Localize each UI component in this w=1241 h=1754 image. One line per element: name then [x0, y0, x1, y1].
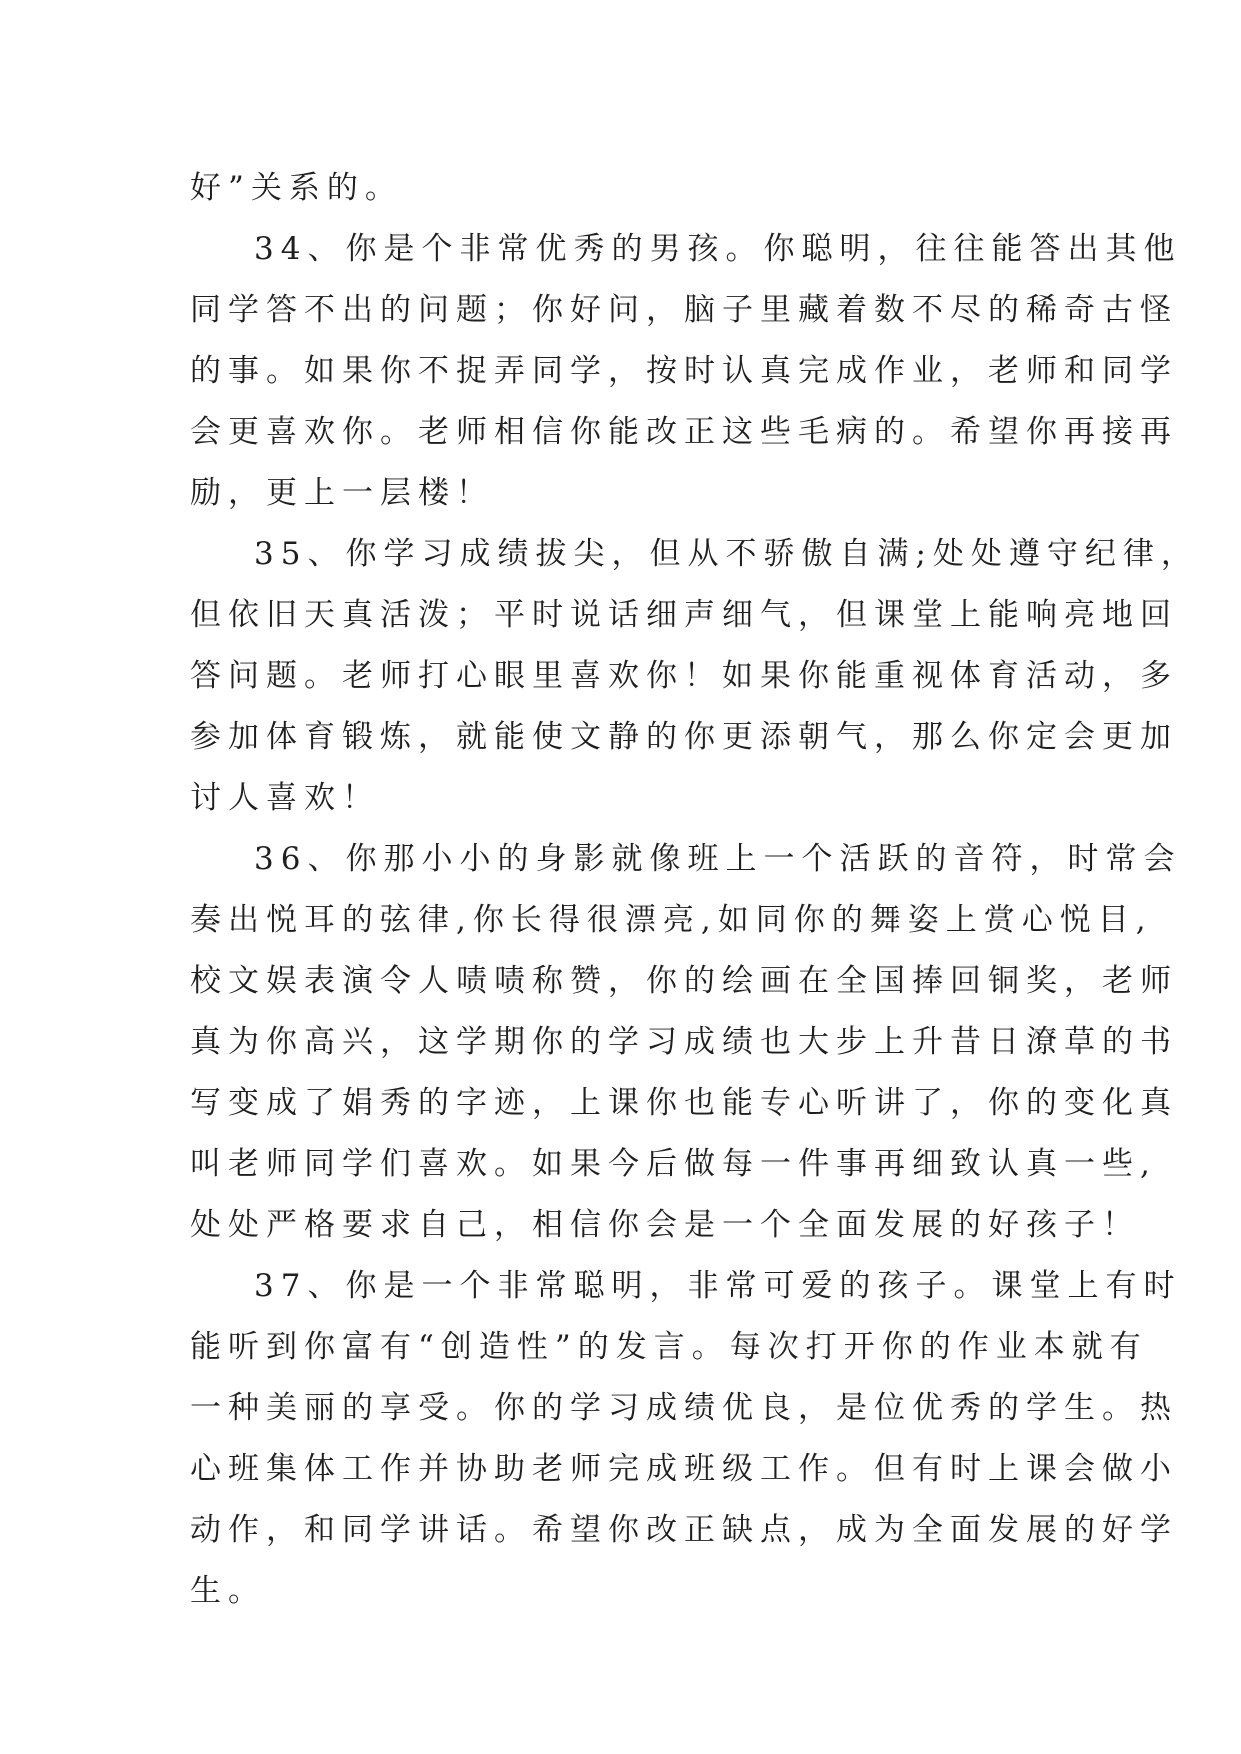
- text-line: 真为你高兴，这学期你的学习成绩也大步上升昔日潦草的书: [190, 1024, 1178, 1060]
- text-line: 励，更上一层楼！: [190, 475, 494, 511]
- text-line: 但依旧天真活泼；平时说话细声细气，但课堂上能响亮地回: [190, 597, 1178, 633]
- text-line: 处处严格要求自己，相信你会是一个全面发展的好孩子！: [190, 1207, 1140, 1243]
- document-body: [190, 158, 1199, 1622]
- text-line: 叫老师同学们喜欢。如果今后做每一件事再细致认真一些,: [190, 1146, 1157, 1182]
- paragraph-comment-37: [190, 1256, 1182, 1622]
- text-line: 37、你是一个非常聪明，非常可爱的孩子。课堂上有时: [254, 1268, 1182, 1304]
- text-line: 参加体育锻炼，就能使文静的你更添朝气，那么你定会更加: [190, 719, 1178, 755]
- paragraph-comment-35: [190, 524, 1199, 829]
- text-line: 讨人喜欢！: [190, 780, 380, 816]
- text-line: 34、你是个非常优秀的男孩。你聪明，往往能答出其他: [254, 231, 1182, 267]
- text-line: 心班集体工作并协助老师完成班级工作。但有时上课会做小: [190, 1451, 1178, 1487]
- paragraph-comment-34: [190, 219, 1182, 524]
- text-line: 奏出悦耳的弦律,你长得很漂亮,如同你的舞姿上赏心悦目,: [190, 902, 1153, 938]
- text-line: 好”关系的。: [190, 170, 403, 206]
- text-line: 动作，和同学讲话。希望你改正缺点，成为全面发展的好学: [190, 1512, 1178, 1548]
- text-line: 的事。如果你不捉弄同学，按时认真完成作业，老师和同学: [190, 353, 1178, 389]
- text-line: 生。: [190, 1573, 266, 1609]
- text-line: 一种美丽的享受。你的学习成绩优良，是位优秀的学生。热: [190, 1390, 1178, 1426]
- text-line: 同学答不出的问题；你好问，脑子里藏着数不尽的稀奇古怪: [190, 292, 1178, 328]
- text-line: 会更喜欢你。老师相信你能改正这些毛病的。希望你再接再: [190, 414, 1178, 450]
- paragraph-comment-36: [190, 829, 1182, 1256]
- paragraph-continued: [190, 158, 1070, 219]
- text-line: 答问题。老师打心眼里喜欢你！如果你能重视体育活动，多: [190, 658, 1178, 694]
- text-line: 36、你那小小的身影就像班上一个活跃的音符，时常会: [254, 841, 1182, 877]
- text-line: 35、你学习成绩拔尖，但从不骄傲自满;处处遵守纪律，: [254, 536, 1199, 572]
- text-line: 能听到你富有“创造性”的发言。每次打开你的作业本就有: [190, 1329, 1148, 1365]
- text-line: 校文娱表演令人啧啧称赞，你的绘画在全国捧回铜奖，老师: [190, 963, 1178, 999]
- text-line: 写变成了娟秀的字迹，上课你也能专心听讲了，你的变化真: [190, 1085, 1178, 1121]
